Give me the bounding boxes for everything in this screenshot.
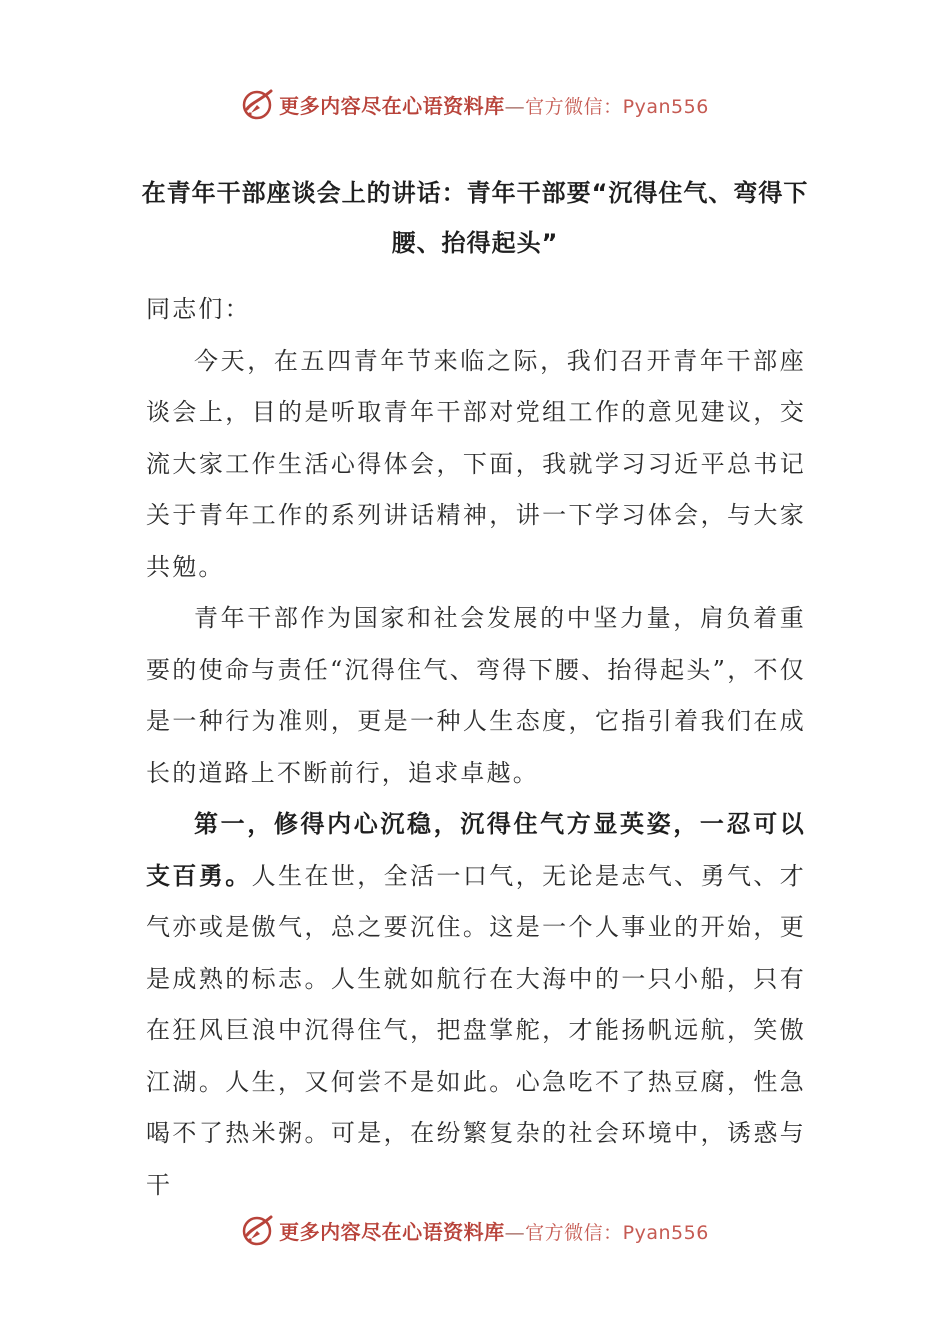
document-body	[146, 284, 806, 1211]
watermark-wechat-label: 官方微信：	[525, 1221, 623, 1244]
pen-logo-icon	[241, 1213, 275, 1247]
watermark-wechat-id: Pyan556	[622, 1221, 709, 1244]
pen-logo-icon	[241, 87, 275, 121]
section-1-body: 人生在世，全活一口气，无论是志气、勇气、才气亦或是傲气，总之要沉住。这是一个人事业的开始，更是成熟的标志。人生就如航行在大海中的一只小船，只有在狂风巨浪中沉得住气，把盘掌舵，才能扬帆远航，笑傲江湖。人生，又何尝不是如此。心急吃不了热豆腐，性急喝不了热米粥。可是，在纷繁复杂的社会环境中，诱惑与干	[146, 861, 806, 1199]
salutation: 同志们：	[146, 295, 251, 323]
document-title: 在青年干部座谈会上的讲话：青年干部要“沉得住气、弯得下腰、抬得起头”	[141, 179, 809, 257]
footer-watermark-banner	[0, 1210, 950, 1250]
watermark-text	[279, 90, 709, 119]
watermark-wechat-id: Pyan556	[622, 95, 709, 118]
watermark-site-text: 更多内容尽在心语资料库	[279, 93, 505, 118]
section-1-heading: 第一，修得内心沉稳，沉得住气方显英姿，一忍可以支百勇。	[146, 810, 806, 890]
watermark-site-text: 更多内容尽在心语资料库	[279, 1219, 505, 1244]
section-1-paragraph	[146, 799, 806, 1211]
watermark-separator: —	[504, 93, 526, 118]
header-watermark-banner	[0, 84, 950, 124]
paragraph-opening: 今天，在五四青年节来临之际，我们召开青年干部座谈会上，目的是听取青年干部对党组工作的意见建议，交流大家工作生活心得体会，下面，我就学习习近平总书记关于青年工作的系列讲话精神，讲一下学习体会，与大家共勉。	[146, 346, 806, 581]
watermark-text	[279, 1216, 709, 1245]
watermark-separator: —	[504, 1219, 526, 1244]
watermark-wechat-label: 官方微信：	[525, 95, 623, 118]
paragraph-context: 青年干部作为国家和社会发展的中坚力量，肩负着重要的使命与责任“沉得住气、弯得下腰、抬得起头”，不仅是一种行为准则，更是一种人生态度，它指引着我们在成长的道路上不断前行，追求卓越。	[146, 604, 806, 787]
